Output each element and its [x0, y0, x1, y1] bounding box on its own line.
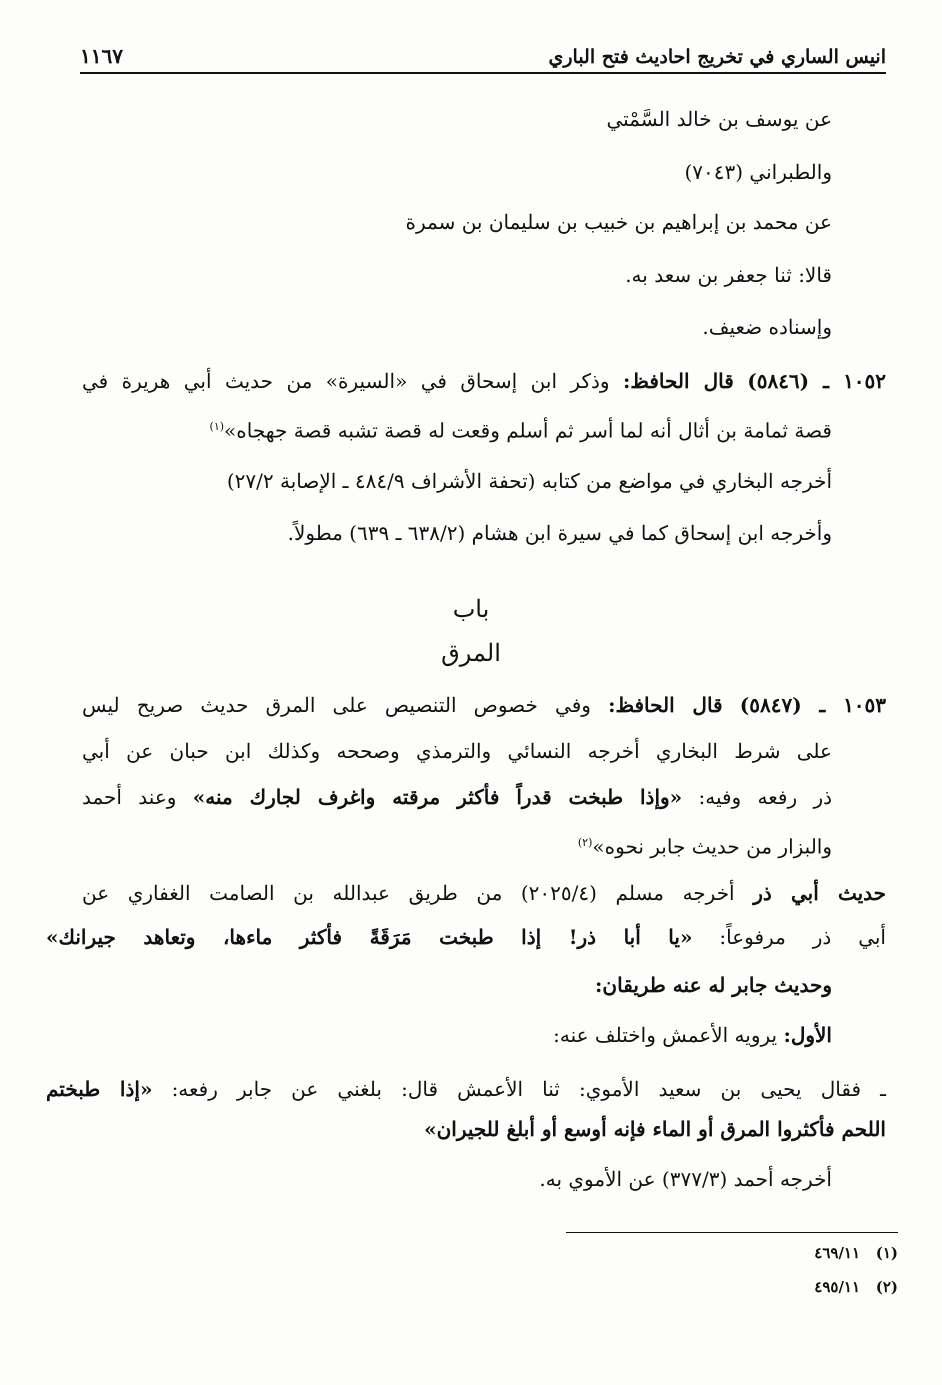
footnote [814, 1278, 898, 1296]
hadith-quote: «إذا طبختم [46, 1077, 153, 1101]
page-number: ١١٦٧ [80, 44, 123, 68]
text-line: عن يوسف بن خالد السَّمْتي [606, 107, 832, 131]
hadith-text: وعند أحمد [82, 785, 177, 809]
footnote-number: (٢) [875, 1278, 898, 1296]
footnote-ref: ٤٦٩/١١ [814, 1244, 861, 1262]
text-line: وإسناده ضعيف. [702, 315, 832, 339]
text-line [46, 922, 886, 952]
footnote [814, 1244, 898, 1262]
text-line: أخرجه أحمد (٣٧٧/٣) عن الأموي به. [539, 1167, 832, 1191]
footnote-divider [566, 1232, 898, 1233]
footnote-marker: (١) [209, 420, 225, 433]
text-line: وأخرجه ابن إسحاق كما في سيرة ابن هشام (٦٣٨/٢ ـ ٦٣٩) مطولاً. [287, 521, 832, 545]
hadith-text: يرويه الأعمش واختلف عنه: [553, 1023, 778, 1047]
text-line [46, 1074, 886, 1104]
text-line: قالا: ثنا جعفر بن سعد به. [625, 263, 832, 287]
hadith-1052-heading [82, 366, 886, 396]
hafiz-label: قال الحافظ: [608, 693, 723, 717]
footnote-number: (١) [875, 1244, 898, 1262]
text-line: أخرجه البخاري في مواضع من كتابه (تحفة الأشراف ٤٨٤/٩ ـ الإصابة ٢٧/٢) [226, 469, 832, 493]
hafiz-label: قال الحافظ: [623, 369, 734, 393]
chapter-word: باب [452, 595, 490, 623]
hadith-text: وفي خصوص التنصيص على المرق حديث صريح ليس [82, 693, 591, 717]
hadith-text: قصة ثمامة بن أثال أنه لما أسر ثم أسلم وقعت له قصة تشبه قصة جهجاه» [224, 418, 832, 443]
section-lead: حديث أبي ذر [753, 881, 887, 905]
hadith-number: ١٠٥٣ ـ (٥٨٤٧) [739, 693, 887, 717]
hadith-quote: اللحم فأكثروا المرق أو الماء فإنه أوسع أو أبلغ للجيران» [424, 1117, 886, 1141]
book-title: انيس الساري في تخريج احاديث فتح الباري [548, 46, 886, 68]
running-header [80, 38, 886, 74]
hadith-text: ـ فقال يحيى بن سعيد الأموي: ثنا الأعمش قال: بلغني عن جابر رفعه: [171, 1077, 886, 1101]
hadith-text: ذر رفعه وفيه: [698, 785, 833, 809]
text-line [210, 412, 832, 446]
text-line: عن محمد بن إبراهيم بن خبيب بن سليمان بن سمرة [405, 210, 832, 234]
hadith-quote: «يا أبا ذر! إذا طبخت مَرَقَةً فأكثر ماءها، وتعاهد جيرانك» [46, 925, 693, 949]
hadith-text: والبزار من حديث جابر نحوه» [592, 834, 832, 859]
hadith-quote: «وإذا طبخت قدراً فأكثر مرقته واغرف لجارك منه» [192, 785, 683, 809]
text-line: والطبراني (٧٠٤٣) [684, 160, 832, 184]
text-line [82, 878, 886, 908]
hadith-number: ١٠٥٢ ـ (٥٨٤٦) [747, 369, 887, 393]
text-line [82, 782, 832, 812]
hadith-1053-heading [82, 690, 886, 720]
first-route-label: الأول: [783, 1023, 832, 1047]
hadith-text: وذكر ابن إسحاق في «السيرة» من حديث أبي هريرة في [82, 369, 610, 393]
hadith-text: أخرجه مسلم (٢٠٢٥/٤) من طريق عبدالله بن الصامت الغفاري عن [82, 881, 735, 905]
chapter-title: المرق [441, 639, 501, 667]
footnote-marker: (٢) [577, 836, 593, 849]
text-line [553, 1020, 832, 1050]
hadith-text: أبي ذر مرفوعاً: [719, 925, 886, 949]
text-line: على شرط البخاري أخرجه النسائي والترمذي وصححه وكذلك ابن حبان عن أبي [82, 739, 832, 763]
footnote-ref: ٤٩٥/١١ [814, 1278, 861, 1296]
subheading: وحديث جابر له عنه طريقان: [595, 973, 832, 997]
text-line [578, 828, 832, 862]
